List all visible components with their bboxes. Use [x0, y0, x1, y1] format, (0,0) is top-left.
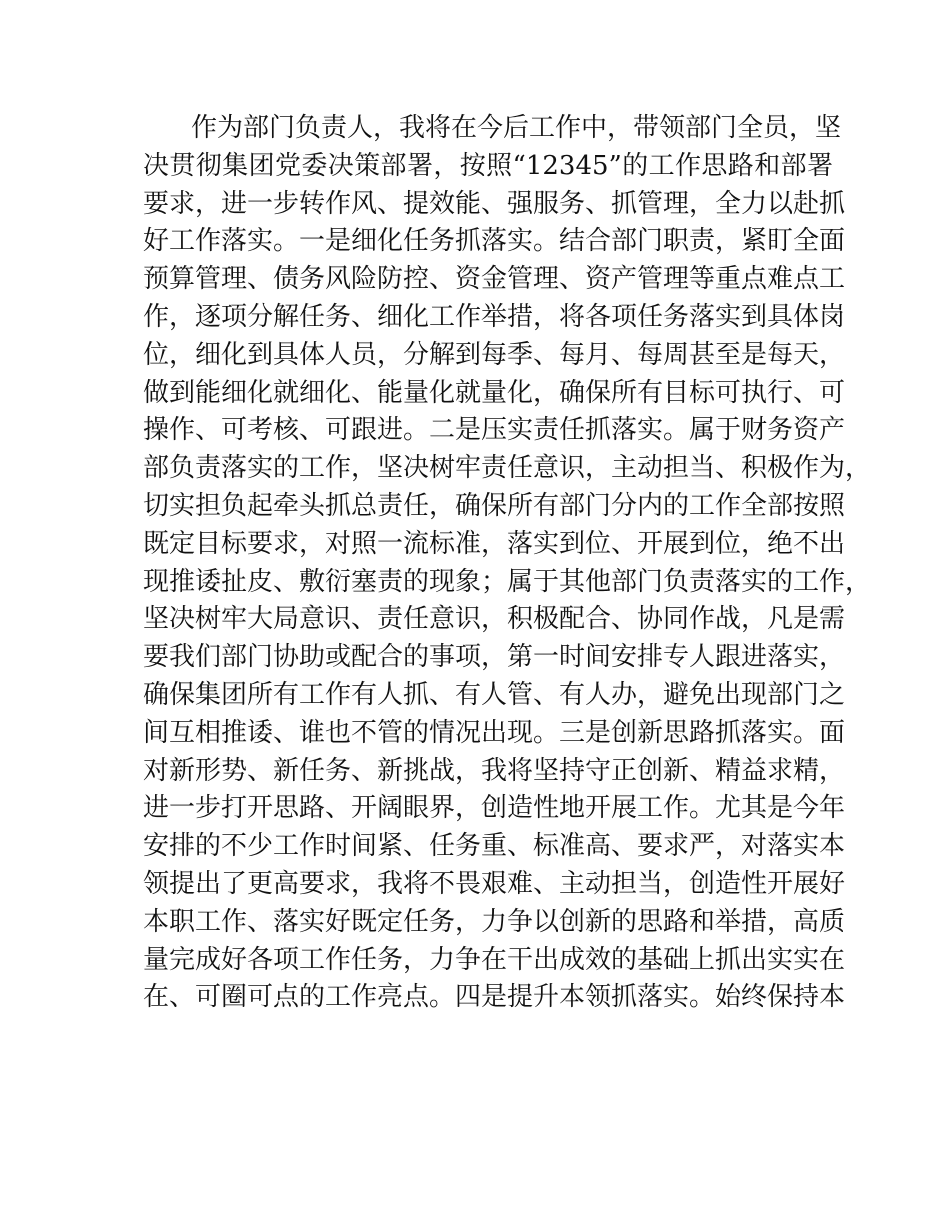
paragraph-line: 做到能细化就细化、能量化就量化，确保所有目标可执行、可	[143, 377, 846, 408]
paragraph-line: 作为部门负责人，我将在今后工作中，带领部门全员，坚	[191, 113, 842, 143]
paragraph-line: 量完成好各项工作任务，力争在干出成效的基础上抓出实实在	[143, 944, 846, 975]
paragraph-line: 现推诿扯皮、敷衍塞责的现象；属于其他部门负责落实的工作，	[143, 566, 872, 597]
paragraph-line: 进一步打开思路、开阔眼界，创造性地开展工作。尤其是今年	[143, 793, 846, 824]
paragraph-line: 预算管理、债务风险防控、资金管理、资产管理等重点难点工	[143, 264, 846, 295]
paragraph-line: 要求，进一步转作风、提效能、强服务、抓管理，全力以赴抓	[143, 188, 846, 219]
paragraph-line: 间互相推诿、谁也不管的情况出现。三是创新思路抓落实。面	[143, 717, 846, 748]
paragraph-line: 本职工作、落实好既定任务，力争以创新的思路和举措，高质	[143, 906, 846, 937]
paragraph-line: 好工作落实。一是细化任务抓落实。结合部门职责，紧盯全面	[143, 226, 846, 257]
paragraph-line: 领提出了更高要求，我将不畏艰难、主动担当，创造性开展好	[143, 868, 846, 899]
paragraph-line: 安排的不少工作时间紧、任务重、标准高、要求严，对落实本	[143, 831, 846, 862]
paragraph-line: 位，细化到具体人员，分解到每季、每月、每周甚至是每天，	[143, 339, 846, 370]
paragraph-line: 操作、可考核、可跟进。二是压实责任抓落实。属于财务资产	[143, 415, 846, 446]
paragraph-line: 决贯彻集团党委决策部署，按照“12345”的工作思路和部署	[143, 150, 833, 181]
paragraph-line: 要我们部门协助或配合的事项，第一时间安排专人跟进落实，	[143, 642, 846, 673]
paragraph-line: 确保集团所有工作有人抓、有人管、有人办，避免出现部门之	[143, 679, 846, 710]
paragraph-line: 既定目标要求，对照一流标准，落实到位、开展到位，绝不出	[143, 528, 846, 559]
paragraph-line: 对新形势、新任务、新挑战，我将坚持守正创新、精益求精，	[143, 755, 846, 786]
paragraph-line: 坚决树牢大局意识、责任意识，积极配合、协同作战，凡是需	[143, 604, 846, 635]
paragraph-line: 切实担负起牵头抓总责任，确保所有部门分内的工作全部按照	[143, 490, 846, 521]
paragraph-line: 在、可圈可点的工作亮点。四是提升本领抓落实。始终保持本	[143, 982, 846, 1013]
paragraph-line: 部负责落实的工作，坚决树牢责任意识，主动担当、积极作为，	[143, 453, 872, 484]
paragraph-line: 作，逐项分解任务、细化工作举措，将各项任务落实到具体岗	[143, 301, 846, 332]
body-paragraph	[143, 110, 872, 1017]
